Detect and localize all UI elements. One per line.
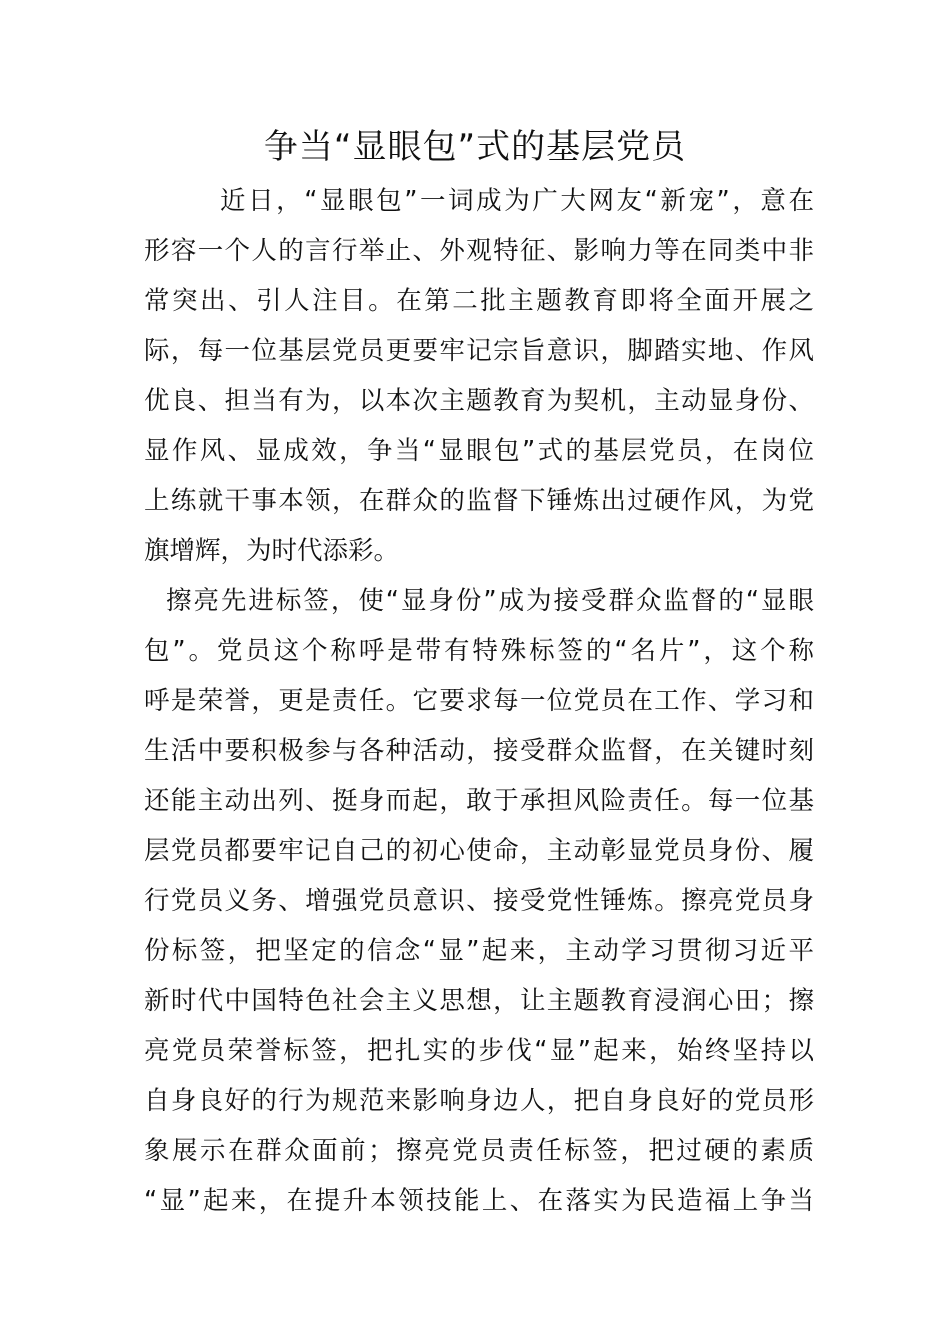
paragraph-1-line-5: 优良、担当有为，以本次主题教育为契机，主动显身份、 bbox=[144, 386, 814, 416]
paragraph-1-line-3: 常突出、引人注目。在第二批主题教育即将全面开展之 bbox=[144, 286, 814, 316]
paragraph-2-line-1: 擦亮先进标签，使“显身份”成为接受群众监督的“显眼 bbox=[166, 586, 814, 616]
paragraph-2-line-2: 包”。党员这个称呼是带有特殊标签的“名片”，这个称 bbox=[144, 636, 814, 666]
paragraph-1-line-4: 际，每一位基层党员更要牢记宗旨意识，脚踏实地、作风 bbox=[144, 336, 814, 366]
paragraph-2-line-11: 自身良好的行为规范来影响身边人，把自身良好的党员形 bbox=[144, 1086, 814, 1116]
paragraph-2-line-12: 象展示在群众面前；擦亮党员责任标签，把过硬的素质 bbox=[144, 1136, 814, 1166]
paragraph-1-line-7: 上练就干事本领，在群众的监督下锤炼出过硬作风，为党 bbox=[144, 486, 814, 516]
paragraph-2-line-7: 行党员义务、增强党员意识、接受党性锤炼。擦亮党员身 bbox=[144, 886, 814, 916]
paragraph-2-line-13: “显”起来，在提升本领技能上、在落实为民造福上争当 bbox=[144, 1186, 814, 1216]
paragraph-2-line-10: 亮党员荣誉标签，把扎实的步伐“显”起来，始终坚持以 bbox=[144, 1036, 814, 1066]
paragraph-1-line-1: 近日，“显眼包”一词成为广大网友“新宠”，意在 bbox=[220, 186, 814, 216]
document-title: 争当“显眼包”式的基层党员 bbox=[263, 127, 687, 167]
paragraph-1-line-2: 形容一个人的言行举止、外观特征、影响力等在同类中非 bbox=[144, 236, 814, 266]
paragraph-2-line-4: 生活中要积极参与各种活动，接受群众监督，在关键时刻 bbox=[144, 736, 814, 766]
paragraph-2-line-6: 层党员都要牢记自己的初心使命，主动彰显党员身份、履 bbox=[144, 836, 814, 866]
document-body bbox=[144, 176, 814, 1226]
paragraph-1-line-6: 显作风、显成效，争当“显眼包”式的基层党员，在岗位 bbox=[144, 436, 814, 466]
paragraph-2-line-9: 新时代中国特色社会主义思想，让主题教育浸润心田；擦 bbox=[144, 986, 814, 1016]
paragraph-2-line-3: 呼是荣誉，更是责任。它要求每一位党员在工作、学习和 bbox=[144, 686, 814, 716]
paragraph-1-line-8: 旗增辉，为时代添彩。 bbox=[144, 536, 400, 566]
paragraph-2-line-8: 份标签，把坚定的信念“显”起来，主动学习贯彻习近平 bbox=[144, 936, 814, 966]
paragraph-2-line-5: 还能主动出列、挺身而起，敢于承担风险责任。每一位基 bbox=[144, 786, 814, 816]
